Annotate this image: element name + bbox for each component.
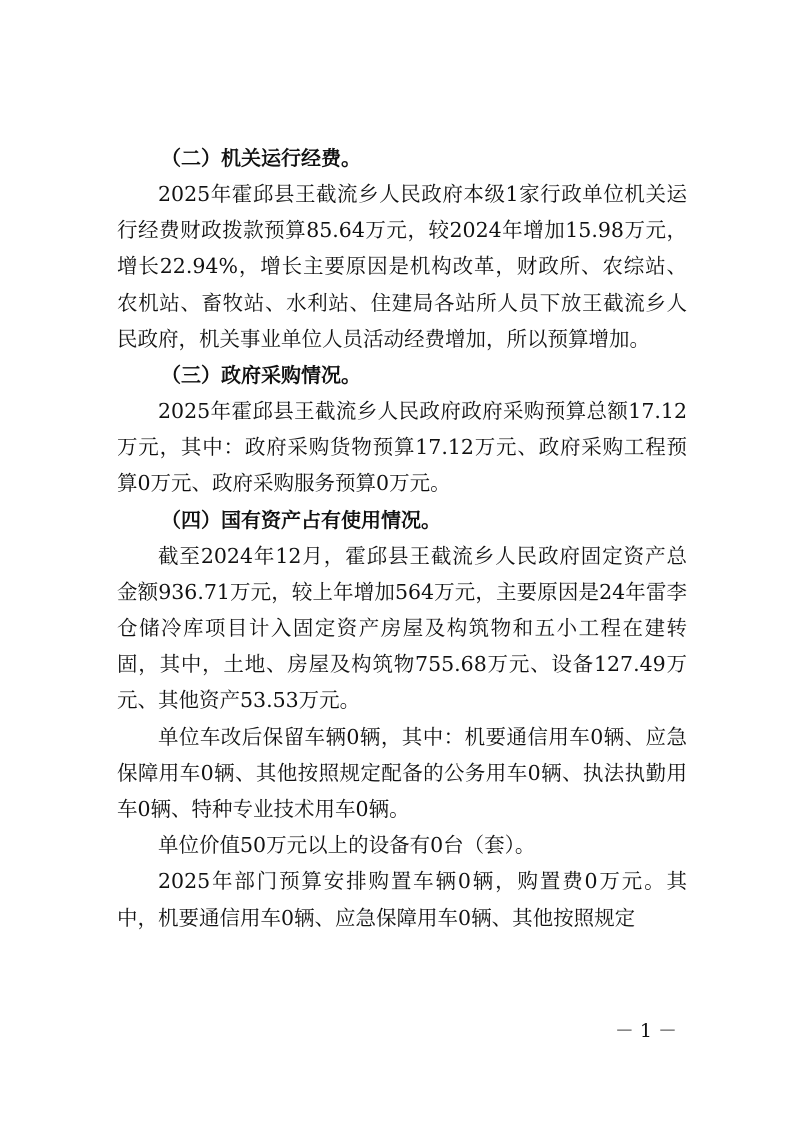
paragraph-procurement: 2025年霍邱县王截流乡人民政府政府采购预算总额17.12万元，其中：政府采购货物预算17.12万元、政府采购工程预算0万元、政府采购服务预算0万元。 [117, 399, 687, 496]
paragraph-equipment-value: 单位价值50万元以上的设备有0台（套）。 [158, 833, 536, 858]
paragraph-operating-expenses: 2025年霍邱县王截流乡人民政府本级1家行政单位机关运行经费财政拨款预算85.64万元，较2024年增加15.98万元，增长22.94%，增长主要原因是机构改革，财政所、农综站、农机站、畜牧站、水利站、住建局各站所人员下放王截流乡人民政府，机关事业单位人员活动经费增加，所以预算增加。 [117, 182, 687, 351]
paragraph-vehicle-purchase: 2025年部门预算安排购置车辆0辆，购置费0万元。其中，机要通信用车0辆、应急保障用车0辆、其他按照规定 [117, 869, 687, 930]
section-heading-state-assets: （四）国有资产占有使用情况。 [161, 507, 441, 532]
section-heading-operating-expenses: （二）机关运行经费。 [161, 146, 361, 170]
page-number: － 1 － [614, 1020, 677, 1042]
paragraph-vehicles-retained: 单位车改后保留车辆0辆，其中：机要通信用车0辆、应急保障用车0辆、其他按照规定配备的公务用车0辆、执法执勤用车0辆、特种专业技术用车0辆。 [117, 724, 687, 822]
section-heading-procurement: （三）政府采购情况。 [161, 363, 361, 388]
document-body [117, 140, 687, 936]
paragraph-fixed-assets: 截至2024年12月，霍邱县王截流乡人民政府固定资产总金额936.71万元，较上年增加564万元，主要原因是24年雷李仓储冷库项目计入固定资产房屋及构筑物和五小工程在建转固，其中，土地、房屋及构筑物755.68万元、设备127.49万元、其他资产53.53万元。 [117, 543, 687, 713]
